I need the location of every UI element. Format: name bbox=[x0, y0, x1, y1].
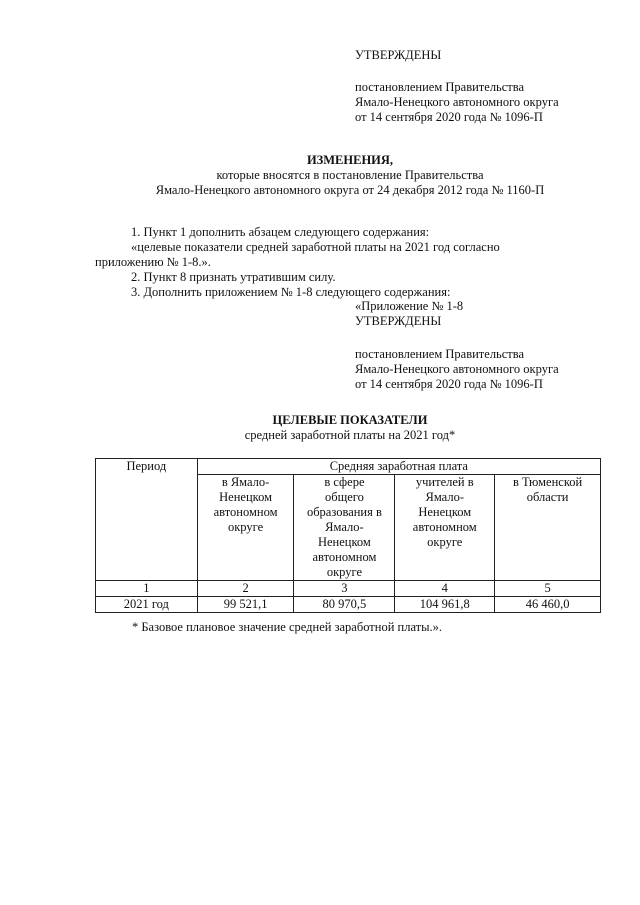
col-header-sub-3: учителей в Ямало- Ненецком автономном округе bbox=[395, 475, 495, 581]
approval-line-3: от 14 сентября 2020 года № 1096-П bbox=[355, 110, 543, 124]
appendix-line-2: Ямало-Ненецкого автономного округа bbox=[355, 362, 559, 376]
approval-block-appendix bbox=[355, 299, 559, 392]
table-cell-value: 104 961,8 bbox=[395, 597, 495, 613]
targets-title: ЦЕЛЕВЫЕ ПОКАЗАТЕЛИ bbox=[272, 413, 428, 427]
targets-subtitle: средней заработной платы на 2021 год* bbox=[244, 428, 456, 442]
table-number-row bbox=[96, 581, 601, 597]
col-header-sub-1: в Ямало- Ненецком автономном округе bbox=[197, 475, 294, 581]
targets-table bbox=[95, 458, 601, 613]
approval-line-1: постановлением Правительства bbox=[355, 80, 525, 94]
paragraph-1-quote-cont: приложению № 1-8.». bbox=[95, 255, 211, 269]
appendix-line-1: постановлением Правительства bbox=[355, 347, 525, 361]
approval-title: УТВЕРЖДЕНЫ bbox=[355, 48, 442, 62]
approval-line-2: Ямало-Ненецкого автономного округа bbox=[355, 95, 559, 109]
table-cell: 1 bbox=[96, 581, 198, 597]
paragraph-1-quote: «целевые показатели средней заработной платы на 2021 год согласно bbox=[131, 240, 500, 254]
table-cell: 3 bbox=[294, 581, 395, 597]
table-cell: 4 bbox=[395, 581, 495, 597]
table-cell-value: 80 970,5 bbox=[294, 597, 395, 613]
col-header-sub-4: в Тюменской области bbox=[495, 475, 601, 581]
table-cell-value: 99 521,1 bbox=[197, 597, 294, 613]
table-row bbox=[96, 597, 601, 613]
paragraph-1: 1. Пункт 1 дополнить абзацем следующего содержания: bbox=[131, 225, 430, 239]
table-cell: 2 bbox=[197, 581, 294, 597]
footnote: * Базовое плановое значение средней заработной платы.». bbox=[132, 620, 443, 634]
table-cell: 5 bbox=[495, 581, 601, 597]
targets-header bbox=[100, 413, 600, 443]
appendix-line-3: от 14 сентября 2020 года № 1096-П bbox=[355, 377, 543, 391]
col-header-sub-2: в сфере общего образования в Ямало- Ненецком автономном округе bbox=[294, 475, 395, 581]
col-header-group: Средняя заработная плата bbox=[197, 459, 600, 475]
approval-block-top bbox=[355, 48, 559, 125]
changes-header bbox=[100, 153, 600, 198]
col-header-period: Период bbox=[96, 459, 198, 581]
changes-subtitle-1: которые вносятся в постановление Правительства bbox=[216, 168, 484, 182]
paragraph-2: 2. Пункт 8 признать утратившим силу. bbox=[131, 270, 336, 284]
table-cell-period: 2021 год bbox=[96, 597, 198, 613]
appendix-label: «Приложение № 1-8 bbox=[355, 299, 464, 313]
changes-title: ИЗМЕНЕНИЯ, bbox=[306, 153, 394, 167]
table-cell-value: 46 460,0 bbox=[495, 597, 601, 613]
appendix-approval-title: УТВЕРЖДЕНЫ bbox=[355, 314, 442, 328]
changes-subtitle-2: Ямало-Ненецкого автономного округа от 24 декабря 2012 года № 1160-П bbox=[155, 183, 545, 197]
paragraph-3: 3. Дополнить приложением № 1-8 следующего содержания: bbox=[131, 285, 451, 299]
